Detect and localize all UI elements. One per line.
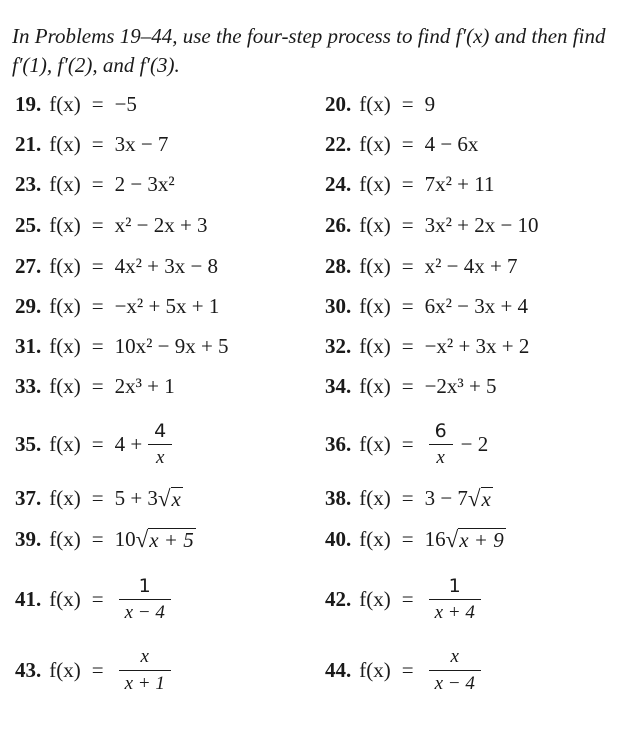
numerator: x bbox=[140, 645, 149, 667]
equals-sign: = bbox=[401, 293, 414, 318]
problem-43 bbox=[15, 636, 175, 704]
function-rhs: 2 − 3x² bbox=[114, 171, 175, 196]
problem-number: 32. bbox=[325, 333, 352, 358]
equals-sign: = bbox=[401, 526, 414, 551]
function-lhs: f(x) bbox=[359, 171, 391, 196]
function-rhs: −x² + 5x + 1 bbox=[114, 293, 220, 318]
equals-sign: = bbox=[91, 253, 104, 278]
problem-row bbox=[0, 286, 625, 326]
function-lhs: f(x) bbox=[49, 657, 81, 682]
equals-sign: = bbox=[401, 333, 414, 358]
function-rhs: x² − 4x + 7 bbox=[424, 253, 518, 278]
function-rhs: 7x² + 11 bbox=[424, 171, 495, 196]
function-lhs: f(x) bbox=[359, 373, 391, 398]
function-lhs: f(x) bbox=[359, 526, 391, 551]
problem-number: 43. bbox=[15, 657, 42, 682]
function-lhs: f(x) bbox=[49, 333, 81, 358]
problem-number: 39. bbox=[15, 526, 42, 551]
radical-sign: √ bbox=[445, 526, 459, 552]
fraction bbox=[429, 420, 453, 469]
square-root bbox=[446, 528, 506, 551]
fraction bbox=[429, 575, 481, 624]
equals-sign: = bbox=[91, 373, 104, 398]
instructions-text: In Problems 19–44, use the four-step process to find f′(x) and then find f′(1), f′(2), and f′(3). bbox=[12, 24, 606, 77]
problem-number: 38. bbox=[325, 485, 352, 510]
problem-19 bbox=[15, 84, 137, 124]
function-lhs: f(x) bbox=[49, 131, 81, 156]
problem-27 bbox=[15, 246, 218, 286]
problem-number: 23. bbox=[15, 171, 42, 196]
problem-number: 41. bbox=[15, 586, 42, 611]
equals-sign: = bbox=[401, 373, 414, 398]
problem-number: 36. bbox=[325, 431, 352, 456]
problem-33 bbox=[15, 366, 175, 406]
problem-number: 19. bbox=[15, 91, 42, 116]
problem-20 bbox=[325, 84, 435, 124]
radical-sign: √ bbox=[157, 485, 171, 511]
function-lhs: f(x) bbox=[359, 293, 391, 318]
problem-40 bbox=[325, 518, 506, 560]
problem-24 bbox=[325, 164, 494, 204]
radical-sign: √ bbox=[135, 526, 149, 552]
equals-sign: = bbox=[91, 212, 104, 237]
problem-35 bbox=[15, 410, 176, 478]
radicand: x + 9 bbox=[459, 527, 504, 552]
equals-sign: = bbox=[91, 91, 104, 116]
problem-36 bbox=[325, 410, 488, 478]
problem-number: 31. bbox=[15, 333, 42, 358]
problem-number: 21. bbox=[15, 131, 42, 156]
problem-number: 35. bbox=[15, 431, 42, 456]
problem-number: 27. bbox=[15, 253, 42, 278]
problem-number: 29. bbox=[15, 293, 42, 318]
equals-sign: = bbox=[401, 131, 414, 156]
function-rhs: 10x² − 9x + 5 bbox=[114, 333, 229, 358]
function-lhs: f(x) bbox=[49, 253, 81, 278]
problem-29 bbox=[15, 286, 219, 326]
equals-sign: = bbox=[91, 485, 104, 510]
problem-42 bbox=[325, 565, 485, 633]
problem-25 bbox=[15, 204, 208, 246]
problem-30 bbox=[325, 286, 528, 326]
function-rhs: 4 − 6x bbox=[424, 131, 479, 156]
square-root bbox=[136, 528, 196, 551]
problem-41 bbox=[15, 565, 175, 633]
problem-31 bbox=[15, 326, 229, 366]
problem-number: 25. bbox=[15, 212, 42, 237]
function-lhs: f(x) bbox=[49, 373, 81, 398]
problem-28 bbox=[325, 246, 518, 286]
numerator: 1 bbox=[138, 574, 151, 597]
problem-37 bbox=[15, 478, 183, 518]
problem-row bbox=[0, 204, 625, 246]
radicand: x + 5 bbox=[149, 527, 194, 552]
function-lhs: f(x) bbox=[49, 586, 81, 611]
equals-sign: = bbox=[401, 253, 414, 278]
problem-number: 44. bbox=[325, 657, 352, 682]
radicand: x bbox=[171, 486, 181, 511]
numerator: x bbox=[450, 645, 459, 667]
denominator: x bbox=[436, 446, 445, 468]
problem-number: 33. bbox=[15, 373, 42, 398]
function-rhs: 9 bbox=[424, 91, 436, 116]
problem-number: 22. bbox=[325, 131, 352, 156]
square-root bbox=[158, 487, 183, 510]
function-lhs: f(x) bbox=[49, 526, 81, 551]
function-rhs: −5 bbox=[114, 91, 137, 116]
equals-sign: = bbox=[401, 657, 414, 682]
equals-sign: = bbox=[401, 91, 414, 116]
problem-number: 42. bbox=[325, 586, 352, 611]
function-lhs: f(x) bbox=[49, 212, 81, 237]
function-lhs: f(x) bbox=[359, 333, 391, 358]
problem-row bbox=[0, 124, 625, 164]
problem-39 bbox=[15, 518, 196, 560]
function-rhs: 2x³ + 1 bbox=[114, 373, 175, 398]
denominator: x + 4 bbox=[434, 601, 475, 623]
function-lhs: f(x) bbox=[49, 431, 81, 456]
radicand: x bbox=[481, 486, 491, 511]
fraction bbox=[119, 575, 171, 624]
function-rhs: 6x² − 3x + 4 bbox=[424, 293, 529, 318]
function-lhs: f(x) bbox=[359, 131, 391, 156]
problem-22 bbox=[325, 124, 478, 164]
denominator: x − 4 bbox=[434, 672, 475, 694]
function-lhs: f(x) bbox=[359, 431, 391, 456]
equals-sign: = bbox=[91, 293, 104, 318]
function-lhs: f(x) bbox=[49, 485, 81, 510]
equals-sign: = bbox=[91, 586, 104, 611]
denominator: x + 1 bbox=[124, 672, 165, 694]
numerator: 4 bbox=[154, 419, 167, 442]
expression-prefix: 5 + 3 bbox=[114, 485, 158, 510]
problem-row bbox=[0, 84, 625, 124]
function-lhs: f(x) bbox=[359, 586, 391, 611]
problem-row bbox=[0, 164, 625, 204]
problem-number: 26. bbox=[325, 212, 352, 237]
expression-prefix: 4 + bbox=[114, 431, 143, 456]
denominator: x − 4 bbox=[124, 601, 165, 623]
expression-suffix: − 2 bbox=[460, 431, 489, 456]
function-rhs: 3x − 7 bbox=[114, 131, 169, 156]
function-lhs: f(x) bbox=[359, 212, 391, 237]
numerator: 6 bbox=[434, 419, 447, 442]
function-lhs: f(x) bbox=[359, 91, 391, 116]
equals-sign: = bbox=[401, 171, 414, 196]
function-lhs: f(x) bbox=[359, 657, 391, 682]
equals-sign: = bbox=[91, 526, 104, 551]
function-rhs: −2x³ + 5 bbox=[424, 373, 497, 398]
problem-number: 37. bbox=[15, 485, 42, 510]
fraction bbox=[429, 646, 481, 695]
fraction bbox=[119, 646, 171, 695]
equals-sign: = bbox=[401, 586, 414, 611]
problem-number: 20. bbox=[325, 91, 352, 116]
radical-sign: √ bbox=[467, 485, 481, 511]
function-lhs: f(x) bbox=[49, 171, 81, 196]
square-root bbox=[468, 487, 493, 510]
problem-38 bbox=[325, 478, 493, 518]
problem-row bbox=[0, 410, 625, 478]
equals-sign: = bbox=[91, 431, 104, 456]
problem-row bbox=[0, 518, 625, 560]
problem-row bbox=[0, 326, 625, 366]
function-rhs: 4x² + 3x − 8 bbox=[114, 253, 219, 278]
equals-sign: = bbox=[91, 131, 104, 156]
numerator: 1 bbox=[448, 574, 461, 597]
equals-sign: = bbox=[401, 431, 414, 456]
equals-sign: = bbox=[91, 333, 104, 358]
equals-sign: = bbox=[91, 171, 104, 196]
denominator: x bbox=[156, 446, 165, 468]
function-lhs: f(x) bbox=[359, 253, 391, 278]
problem-34 bbox=[325, 366, 497, 406]
function-rhs: −x² + 3x + 2 bbox=[424, 333, 530, 358]
problem-number: 40. bbox=[325, 526, 352, 551]
problem-23 bbox=[15, 164, 175, 204]
expression-prefix: 3 − 7 bbox=[424, 485, 468, 510]
problem-32 bbox=[325, 326, 529, 366]
expression-prefix: 16 bbox=[424, 526, 446, 551]
function-rhs: x² − 2x + 3 bbox=[114, 212, 208, 237]
problem-number: 30. bbox=[325, 293, 352, 318]
equals-sign: = bbox=[91, 657, 104, 682]
problem-21 bbox=[15, 124, 168, 164]
problem-26 bbox=[325, 204, 539, 246]
problem-44 bbox=[325, 636, 485, 704]
expression-prefix: 10 bbox=[114, 526, 136, 551]
function-lhs: f(x) bbox=[359, 485, 391, 510]
problem-row bbox=[0, 636, 625, 704]
problem-row bbox=[0, 366, 625, 406]
equals-sign: = bbox=[401, 212, 414, 237]
function-rhs: 3x² + 2x − 10 bbox=[424, 212, 539, 237]
fraction bbox=[148, 420, 172, 469]
equals-sign: = bbox=[401, 485, 414, 510]
problem-number: 34. bbox=[325, 373, 352, 398]
problem-row bbox=[0, 565, 625, 633]
function-lhs: f(x) bbox=[49, 91, 81, 116]
function-lhs: f(x) bbox=[49, 293, 81, 318]
problem-number: 24. bbox=[325, 171, 352, 196]
problem-row bbox=[0, 246, 625, 286]
problem-number: 28. bbox=[325, 253, 352, 278]
problem-row bbox=[0, 478, 625, 518]
